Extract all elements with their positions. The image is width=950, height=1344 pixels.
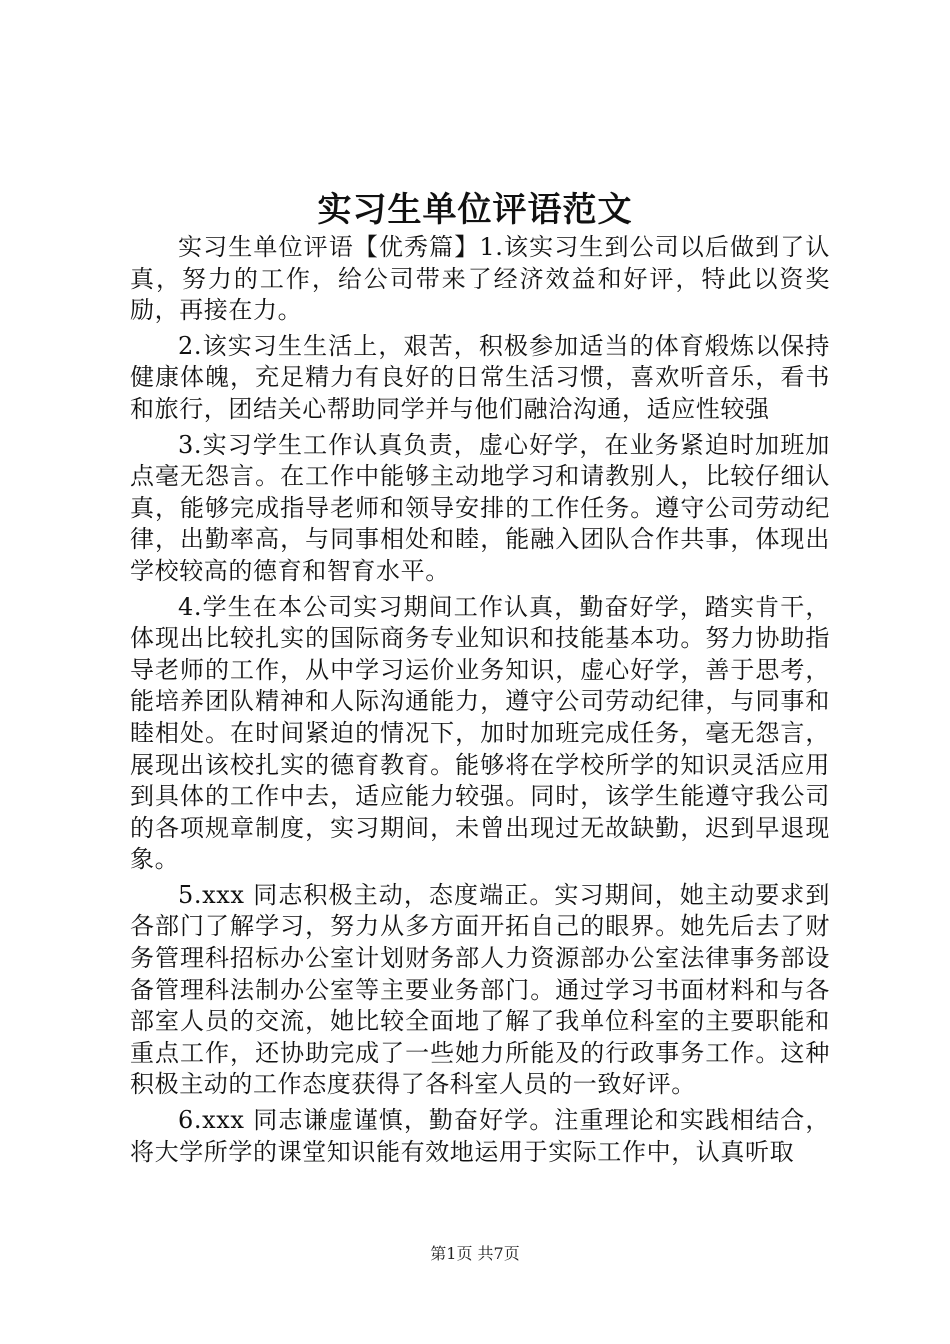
paragraph-3: 3.实习学生工作认真负责，虚心好学，在业务紧迫时加班加点毫无怨言。在工作中能够主动地学习和请教别人，比较仔细认真，能够完成指导老师和领导安排的工作任务。遵守公司劳动纪律，出勤率高，与同事相处和睦，能融入团队合作共事，体现出学校较高的德育和智育水平。 bbox=[130, 430, 830, 585]
paragraph-1: 实习生单位评语【优秀篇】1.该实习生到公司以后做到了认真，努力的工作，给公司带来了经济效益和好评，特此以资奖励，再接在力。 bbox=[130, 233, 830, 325]
document-body bbox=[130, 232, 830, 1172]
paragraph-6: 6.xxx 同志谦虚谨慎，勤奋好学。注重理论和实践相结合，将大学所学的课堂知识能有效地运用于实际工作中，认真听取 bbox=[130, 1106, 830, 1166]
paragraph-5: 5.xxx 同志积极主动，态度端正。实习期间，她主动要求到各部门了解学习，努力从多方面开拓自己的眼界。她先后去了财务管理科招标办公室计划财务部人力资源部办公室法律事务部设备管理科法制办公室等主要业务部门。通过学习书面材料和与各部室人员的交流，她比较全面地了解了我单位科室的主要职能和重点工作，还协助完成了一些她力所能及的行政事务工作。这种积极主动的工作态度获得了各科室人员的一致好评。 bbox=[130, 880, 830, 1099]
paragraph-4: 4.学生在本公司实习期间工作认真，勤奋好学，踏实肯干，体现出比较扎实的国际商务专业知识和技能基本功。努力协助指导老师的工作，从中学习运价业务知识，虚心好学，善于思考，能培养团队精神和人际沟通能力，遵守公司劳动纪律，与同事和睦相处。在时间紧迫的情况下，加时加班完成任务，毫无怨言，展现出该校扎实的德育教育。能够将在学校所学的知识灵活应用到具体的工作中去，适应能力较强。同时，该学生能遵守我公司的各项规章制度，实习期间，未曾出现过无故缺勤，迟到早退现象。 bbox=[130, 592, 830, 874]
paragraph-2: 2.该实习生生活上，艰苦，积极参加适当的体育煅炼以保持健康体魄，充足精力有良好的日常生活习惯，喜欢听音乐，看书和旅行，团结关心帮助同学并与他们融洽沟通，适应性较强 bbox=[130, 331, 830, 423]
document-title: 实习生单位评语范文 bbox=[317, 190, 633, 230]
page-number-footer: 第1页 共7页 bbox=[430, 1244, 520, 1263]
